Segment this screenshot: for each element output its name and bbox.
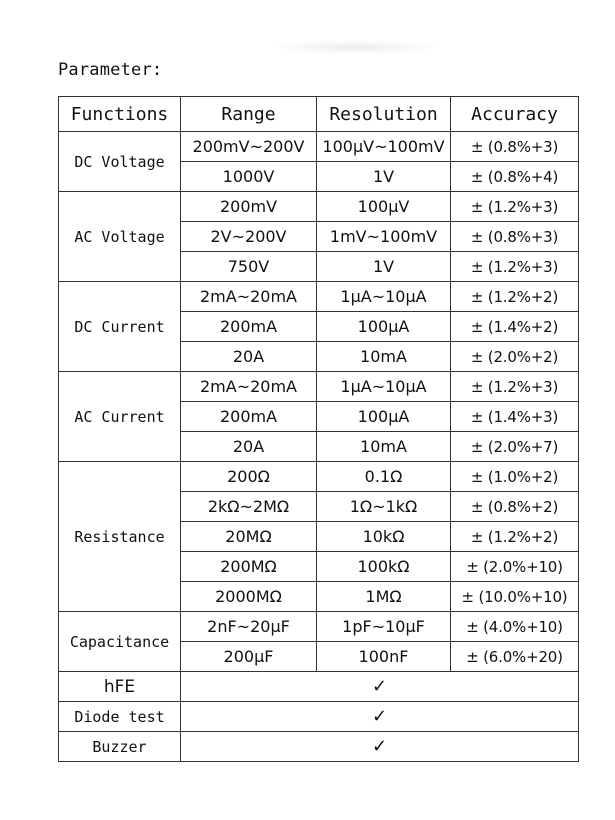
table-row: [59, 372, 579, 402]
range-cell: 1000V: [181, 162, 317, 192]
resolution-cell: 10mA: [317, 342, 451, 372]
range-cell: 750V: [181, 252, 317, 282]
range-cell: 2kΩ~2MΩ: [181, 492, 317, 522]
function-buzzer: Buzzer: [59, 732, 181, 762]
range-cell: 20MΩ: [181, 522, 317, 552]
function-diode-test: Diode test: [59, 702, 181, 732]
function-ac-current: AC Current: [59, 372, 181, 462]
resolution-cell: 1pF~10μF: [317, 612, 451, 642]
resolution-cell: 1MΩ: [317, 582, 451, 612]
table-row: [59, 732, 579, 762]
range-cell: 2mA~20mA: [181, 282, 317, 312]
resolution-cell: 100μV: [317, 192, 451, 222]
resolution-cell: 100nF: [317, 642, 451, 672]
accuracy-cell: ± (10.0%+10): [451, 582, 579, 612]
accuracy-cell: ± (0.8%+3): [451, 222, 579, 252]
header-functions: Functions: [59, 97, 181, 132]
accuracy-cell: ± (1.2%+3): [451, 192, 579, 222]
resolution-cell: 0.1Ω: [317, 462, 451, 492]
header-resolution: Resolution: [317, 97, 451, 132]
table-row: [59, 612, 579, 642]
resolution-cell: 1mV~100mV: [317, 222, 451, 252]
resolution-cell: 100kΩ: [317, 552, 451, 582]
range-cell: 2nF~20μF: [181, 612, 317, 642]
table-row: [59, 702, 579, 732]
function-resistance: Resistance: [59, 462, 181, 612]
range-cell: 200Ω: [181, 462, 317, 492]
accuracy-cell: ± (0.8%+3): [451, 132, 579, 162]
check-mark-icon: ✓: [181, 732, 579, 762]
background-smudge: [270, 40, 440, 54]
resolution-cell: 1V: [317, 252, 451, 282]
accuracy-cell: ± (2.0%+10): [451, 552, 579, 582]
table-row: [59, 282, 579, 312]
accuracy-cell: ± (2.0%+2): [451, 342, 579, 372]
accuracy-cell: ± (4.0%+10): [451, 612, 579, 642]
table-row: [59, 462, 579, 492]
spec-table: [58, 96, 579, 762]
header-row: [59, 97, 579, 132]
resolution-cell: 100μA: [317, 312, 451, 342]
accuracy-cell: ± (1.0%+2): [451, 462, 579, 492]
table-row: [59, 192, 579, 222]
function-dc-current: DC Current: [59, 282, 181, 372]
range-cell: 200MΩ: [181, 552, 317, 582]
accuracy-cell: ± (1.2%+3): [451, 372, 579, 402]
check-mark-icon: ✓: [181, 672, 579, 702]
resolution-cell: 10kΩ: [317, 522, 451, 552]
resolution-cell: 10mA: [317, 432, 451, 462]
resolution-cell: 1V: [317, 162, 451, 192]
range-cell: 200μF: [181, 642, 317, 672]
table-row: [59, 672, 579, 702]
function-capacitance: Capacitance: [59, 612, 181, 672]
function-ac-voltage: AC Voltage: [59, 192, 181, 282]
resolution-cell: 100μV~100mV: [317, 132, 451, 162]
resolution-cell: 100μA: [317, 402, 451, 432]
header-accuracy: Accuracy: [451, 97, 579, 132]
range-cell: 20A: [181, 432, 317, 462]
resolution-cell: 1μA~10μA: [317, 372, 451, 402]
accuracy-cell: ± (1.2%+2): [451, 522, 579, 552]
range-cell: 200mA: [181, 402, 317, 432]
range-cell: 2mA~20mA: [181, 372, 317, 402]
accuracy-cell: ± (6.0%+20): [451, 642, 579, 672]
accuracy-cell: ± (1.4%+3): [451, 402, 579, 432]
accuracy-cell: ± (1.4%+2): [451, 312, 579, 342]
range-cell: 200mV: [181, 192, 317, 222]
range-cell: 2000MΩ: [181, 582, 317, 612]
resolution-cell: 1μA~10μA: [317, 282, 451, 312]
range-cell: 200mV~200V: [181, 132, 317, 162]
accuracy-cell: ± (0.8%+4): [451, 162, 579, 192]
accuracy-cell: ± (1.2%+3): [451, 252, 579, 282]
range-cell: 200mA: [181, 312, 317, 342]
header-range: Range: [181, 97, 317, 132]
accuracy-cell: ± (2.0%+7): [451, 432, 579, 462]
range-cell: 20A: [181, 342, 317, 372]
resolution-cell: 1Ω~1kΩ: [317, 492, 451, 522]
function-hfe: hFE: [59, 672, 181, 702]
accuracy-cell: ± (0.8%+2): [451, 492, 579, 522]
function-dc-voltage: DC Voltage: [59, 132, 181, 192]
page-heading: Parameter:: [58, 60, 163, 80]
accuracy-cell: ± (1.2%+2): [451, 282, 579, 312]
range-cell: 2V~200V: [181, 222, 317, 252]
table-row: [59, 132, 579, 162]
check-mark-icon: ✓: [181, 702, 579, 732]
